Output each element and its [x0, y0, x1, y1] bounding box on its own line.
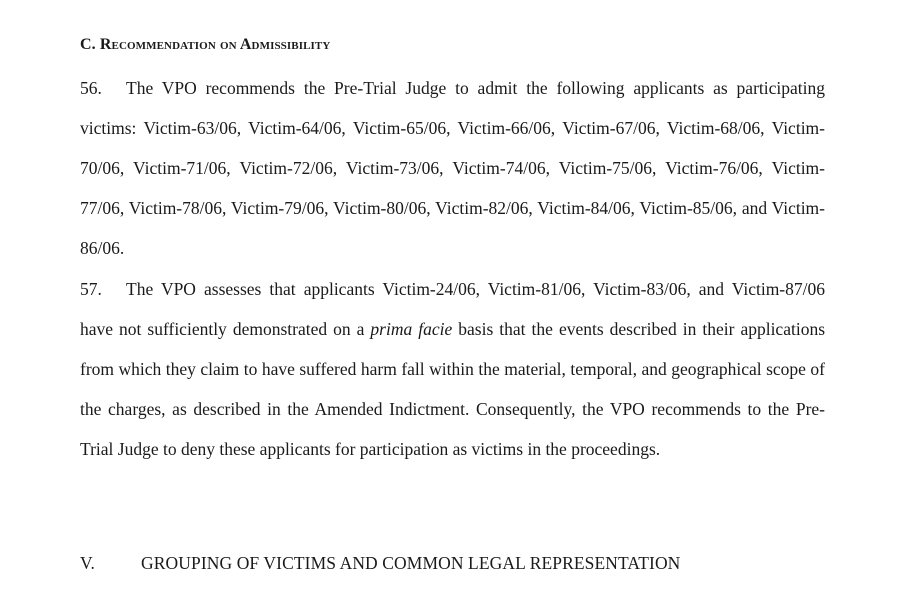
chapter-title: GROUPING OF VICTIMS AND COMMON LEGAL REPRESENTATION — [141, 553, 681, 573]
paragraph-number: 57. — [80, 279, 102, 299]
paragraph-56 — [80, 68, 825, 268]
paragraph-text-before: The VPO assesses that applicants Victim-24/06, Victim-81/06, Victim-83/06, and Victim-87/06 have not sufficiently demonstrated on a — [80, 279, 825, 339]
paragraph-text-after: basis that the events described in their applications from which they claim to have suffered harm fall within the material, temporal, and geographical scope of the charges, as described in the Amended Indictment. Consequently, the VPO recommends to the Pre-Trial Judge to deny these applicants for participation as victims in the proceedings. — [80, 319, 826, 459]
section-heading: C. Recommendation on Admissibility — [80, 36, 331, 53]
paragraph-text: The VPO recommends the Pre-Trial Judge to admit the following applicants as participating victims: Victim-63/06, Victim-64/06, Victim-65/06, Victim-66/06, Victim-67/06, Victim-68/06, Victim-70/06, Victim-71/06, Victim-72/06, Victim-73/06, Victim-74/06, Victim-75/06, Victim-76/06, Victim-77/06, Victim-78/06, Victim-79/06, Victim-80/06, Victim-82/06, Victim-84/06, Victim-85/06, and Victim-86/06. — [80, 78, 825, 258]
paragraph-number: 56. — [80, 78, 102, 98]
chapter-number: V. — [80, 553, 95, 573]
italic-term: prima facie — [370, 319, 453, 339]
paragraph-57 — [80, 269, 825, 469]
document-page — [80, 0, 825, 610]
chapter-heading — [80, 553, 680, 574]
